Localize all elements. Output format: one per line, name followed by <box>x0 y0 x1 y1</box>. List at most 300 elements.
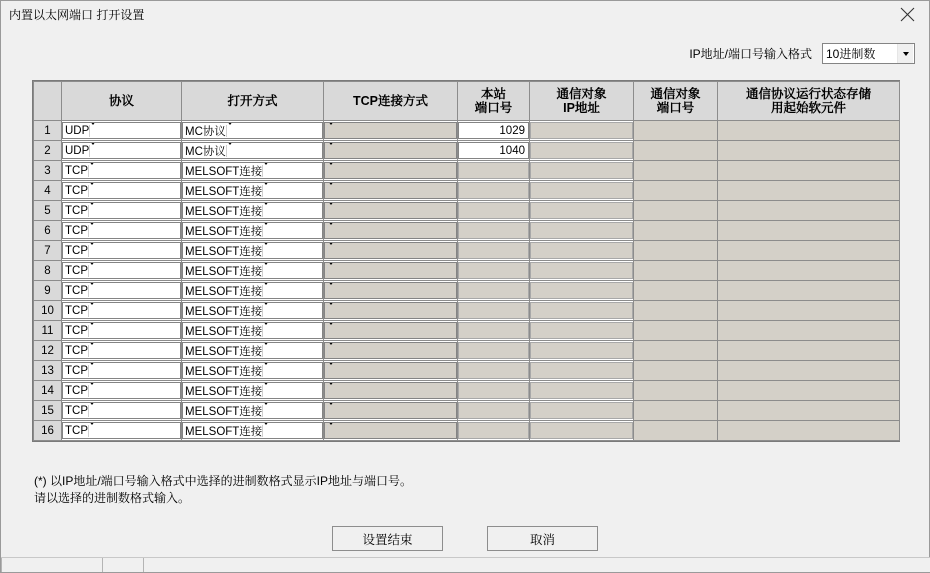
tcp-mode-cell <box>324 221 458 241</box>
chevron-down-icon[interactable] <box>88 205 103 217</box>
note-line-1: (*) 以IP地址/端口号输入格式中选择的进制数格式显示IP地址与端口号。 <box>34 474 413 488</box>
chevron-down-icon[interactable] <box>327 385 342 397</box>
target-ip-input[interactable] <box>530 402 633 419</box>
status-device-cell[interactable] <box>718 121 900 141</box>
protocol-select[interactable] <box>62 122 181 139</box>
tcp-mode-cell <box>324 321 458 341</box>
target-ip-input[interactable] <box>530 422 633 439</box>
target-ip-cell <box>530 181 634 201</box>
status-device-cell[interactable] <box>718 181 900 201</box>
header-open-method: 打开方式 <box>182 82 324 121</box>
open-method-select[interactable] <box>182 182 323 199</box>
protocol-select[interactable] <box>62 322 181 339</box>
page-title: 内置以太网端口 打开设置 <box>9 8 145 22</box>
header-target-ip-line2: IP地址 <box>563 101 600 115</box>
open-method-cell <box>182 141 324 161</box>
target-ip-cell <box>530 281 634 301</box>
chevron-down-icon[interactable] <box>88 245 103 257</box>
protocol-cell <box>62 321 182 341</box>
table-body <box>34 121 900 441</box>
open-method-cell <box>182 281 324 301</box>
target-ip-input[interactable] <box>530 362 633 379</box>
table-row <box>34 281 900 301</box>
protocol-cell <box>62 421 182 441</box>
open-method-cell <box>182 241 324 261</box>
tcp-mode-select[interactable] <box>324 262 457 279</box>
protocol-value: TCP <box>65 324 88 337</box>
chevron-down-icon[interactable] <box>262 265 277 277</box>
chevron-down-icon[interactable] <box>88 425 103 437</box>
protocol-value: TCP <box>65 404 88 417</box>
tcp-mode-cell <box>324 261 458 281</box>
header-target-port-line1: 通信对象 <box>650 86 701 101</box>
tcp-mode-select[interactable] <box>324 382 457 399</box>
row-number: 12 <box>34 341 62 361</box>
chevron-down-icon[interactable] <box>327 205 342 217</box>
row-number: 10 <box>34 301 62 321</box>
open-method-select[interactable] <box>182 422 323 439</box>
tcp-mode-cell <box>324 181 458 201</box>
protocol-cell <box>62 201 182 221</box>
tcp-mode-cell <box>324 301 458 321</box>
row-number: 16 <box>34 421 62 441</box>
target-ip-cell <box>530 221 634 241</box>
chevron-down-icon[interactable] <box>327 425 342 437</box>
target-port-cell[interactable] <box>634 161 718 181</box>
local-port-disabled <box>458 322 529 339</box>
chevron-down-icon[interactable] <box>327 325 342 337</box>
table-row <box>34 381 900 401</box>
target-port-cell[interactable] <box>634 241 718 261</box>
chevron-down-icon[interactable] <box>327 125 342 137</box>
open-method-value: MELSOFT连接 <box>185 325 263 338</box>
local-port-disabled <box>458 242 529 259</box>
local-port-cell <box>458 281 530 301</box>
target-ip-input[interactable] <box>530 122 633 139</box>
chevron-down-icon[interactable] <box>226 145 241 157</box>
tcp-mode-cell <box>324 141 458 161</box>
open-method-select[interactable] <box>182 302 323 319</box>
protocol-cell <box>62 381 182 401</box>
table-row <box>34 201 900 221</box>
target-ip-input[interactable] <box>530 162 633 179</box>
protocol-select[interactable] <box>62 402 181 419</box>
open-method-select[interactable] <box>182 342 323 359</box>
chevron-down-icon[interactable] <box>327 365 342 377</box>
open-method-cell <box>182 421 324 441</box>
local-port-cell <box>458 321 530 341</box>
open-method-select[interactable] <box>182 202 323 219</box>
protocol-cell <box>62 161 182 181</box>
header-status-device-line1: 通信协议运行状态存储 <box>745 86 871 101</box>
target-port-cell[interactable] <box>634 261 718 281</box>
row-number: 15 <box>34 401 62 421</box>
target-port-cell[interactable] <box>634 281 718 301</box>
table-row <box>34 241 900 261</box>
table-row <box>34 121 900 141</box>
header-status-device-line2: 用起始软元件 <box>770 101 846 115</box>
chevron-down-icon[interactable] <box>262 325 277 337</box>
open-method-cell <box>182 221 324 241</box>
chevron-down-icon[interactable] <box>262 165 277 177</box>
chevron-down-icon[interactable] <box>897 44 913 63</box>
chevron-down-icon[interactable] <box>262 345 277 357</box>
open-method-select[interactable] <box>182 222 323 239</box>
status-device-cell[interactable] <box>718 361 900 381</box>
target-ip-input[interactable] <box>530 382 633 399</box>
target-ip-input[interactable] <box>530 142 633 159</box>
chevron-down-icon[interactable] <box>88 225 103 237</box>
header-status-device <box>718 82 900 121</box>
row-number: 6 <box>34 221 62 241</box>
status-device-cell[interactable] <box>718 301 900 321</box>
tcp-mode-cell <box>324 121 458 141</box>
header-target-ip-line1: 通信对象 <box>556 86 607 101</box>
target-ip-input[interactable] <box>530 182 633 199</box>
status-device-cell[interactable] <box>718 201 900 221</box>
local-port-disabled <box>458 282 529 299</box>
close-icon[interactable] <box>885 1 929 27</box>
target-port-cell[interactable] <box>634 141 718 161</box>
chevron-down-icon[interactable] <box>262 385 277 397</box>
open-method-select[interactable] <box>182 122 323 139</box>
chevron-down-icon[interactable] <box>327 285 342 297</box>
table-row <box>34 261 900 281</box>
target-ip-cell <box>530 241 634 261</box>
chevron-down-icon[interactable] <box>88 345 103 357</box>
protocol-select[interactable] <box>62 282 181 299</box>
tcp-mode-select[interactable] <box>324 142 457 159</box>
open-method-value: MELSOFT连接 <box>185 385 263 398</box>
target-port-cell[interactable] <box>634 381 718 401</box>
chevron-down-icon[interactable] <box>88 305 103 317</box>
protocol-value: TCP <box>65 284 88 297</box>
tcp-mode-select[interactable] <box>324 422 457 439</box>
tcp-mode-cell <box>324 281 458 301</box>
protocol-value: TCP <box>65 264 88 277</box>
open-method-value: MC协议 <box>185 125 226 138</box>
open-method-value: MELSOFT连接 <box>185 185 263 198</box>
target-port-cell[interactable] <box>634 221 718 241</box>
protocol-select[interactable] <box>62 162 181 179</box>
chevron-down-icon[interactable] <box>262 365 277 377</box>
input-format-select[interactable] <box>822 43 915 64</box>
target-port-cell[interactable] <box>634 201 718 221</box>
tcp-mode-cell <box>324 401 458 421</box>
target-ip-cell <box>530 121 634 141</box>
protocol-select[interactable] <box>62 302 181 319</box>
tcp-mode-select[interactable] <box>324 222 457 239</box>
header-target-ip <box>530 82 634 121</box>
open-method-value: MC协议 <box>185 145 226 158</box>
note-text <box>34 473 412 508</box>
local-port-cell <box>458 361 530 381</box>
protocol-cell <box>62 121 182 141</box>
tcp-mode-select[interactable] <box>324 122 457 139</box>
tcp-mode-select[interactable] <box>324 282 457 299</box>
open-method-value: MELSOFT连接 <box>185 405 263 418</box>
tcp-mode-cell <box>324 361 458 381</box>
tcp-mode-cell <box>324 241 458 261</box>
open-method-cell <box>182 261 324 281</box>
local-port-cell <box>458 201 530 221</box>
open-method-select[interactable] <box>182 262 323 279</box>
protocol-cell <box>62 221 182 241</box>
chevron-down-icon[interactable] <box>262 245 277 257</box>
chevron-down-icon[interactable] <box>88 265 103 277</box>
chevron-down-icon[interactable] <box>262 285 277 297</box>
row-number: 3 <box>34 161 62 181</box>
local-port-cell <box>458 141 530 161</box>
local-port-input[interactable]: 1040 <box>458 142 529 159</box>
local-port-disabled <box>458 362 529 379</box>
open-method-select[interactable] <box>182 362 323 379</box>
status-device-cell[interactable] <box>718 261 900 281</box>
target-ip-input[interactable] <box>530 202 633 219</box>
local-port-cell <box>458 241 530 261</box>
target-port-cell[interactable] <box>634 401 718 421</box>
protocol-select[interactable] <box>62 222 181 239</box>
open-method-value: MELSOFT连接 <box>185 285 263 298</box>
target-port-cell[interactable] <box>634 361 718 381</box>
chevron-down-icon[interactable] <box>88 285 103 297</box>
tcp-mode-select[interactable] <box>324 182 457 199</box>
ok-button[interactable]: 设置结束 <box>332 526 443 551</box>
target-ip-input[interactable] <box>530 302 633 319</box>
chevron-down-icon[interactable] <box>88 325 103 337</box>
tcp-mode-select[interactable] <box>324 202 457 219</box>
chevron-down-icon[interactable] <box>262 405 277 417</box>
input-format-label: IP地址/端口号输入格式 <box>689 47 812 61</box>
protocol-select[interactable] <box>62 142 181 159</box>
target-ip-cell <box>530 161 634 181</box>
open-method-cell <box>182 181 324 201</box>
status-device-cell[interactable] <box>718 161 900 181</box>
open-method-cell <box>182 321 324 341</box>
status-device-cell[interactable] <box>718 281 900 301</box>
tcp-mode-select[interactable] <box>324 242 457 259</box>
protocol-cell <box>62 181 182 201</box>
status-device-cell[interactable] <box>718 381 900 401</box>
status-device-cell[interactable] <box>718 341 900 361</box>
target-port-cell[interactable] <box>634 121 718 141</box>
header-target-port <box>634 82 718 121</box>
target-ip-cell <box>530 341 634 361</box>
table-row <box>34 341 900 361</box>
header-local-port-line2: 端口号 <box>474 101 513 115</box>
target-port-cell[interactable] <box>634 321 718 341</box>
local-port-input[interactable]: 1029 <box>458 122 529 139</box>
tcp-mode-select[interactable] <box>324 162 457 179</box>
local-port-cell <box>458 261 530 281</box>
target-ip-cell <box>530 361 634 381</box>
chevron-down-icon[interactable] <box>327 245 342 257</box>
local-port-cell <box>458 341 530 361</box>
target-ip-input[interactable] <box>530 242 633 259</box>
protocol-select[interactable] <box>62 202 181 219</box>
protocol-select[interactable] <box>62 182 181 199</box>
local-port-disabled <box>458 202 529 219</box>
open-method-select[interactable] <box>182 322 323 339</box>
target-ip-cell <box>530 201 634 221</box>
status-device-cell[interactable] <box>718 221 900 241</box>
protocol-value: TCP <box>65 304 88 317</box>
chevron-down-icon[interactable] <box>88 365 103 377</box>
local-port-cell <box>458 421 530 441</box>
open-method-value: MELSOFT连接 <box>185 365 263 378</box>
chevron-down-icon[interactable] <box>327 145 342 157</box>
target-port-cell[interactable] <box>634 421 718 441</box>
status-device-cell[interactable] <box>718 321 900 341</box>
open-method-select[interactable] <box>182 282 323 299</box>
tcp-mode-cell <box>324 421 458 441</box>
status-device-cell[interactable] <box>718 421 900 441</box>
target-port-cell[interactable] <box>634 341 718 361</box>
chevron-down-icon[interactable] <box>262 305 277 317</box>
protocol-cell <box>62 301 182 321</box>
open-method-select[interactable] <box>182 402 323 419</box>
chevron-down-icon[interactable] <box>262 225 277 237</box>
row-number: 14 <box>34 381 62 401</box>
table-row <box>34 181 900 201</box>
dialog-buttons <box>1 526 929 551</box>
local-port-disabled <box>458 222 529 239</box>
row-number: 9 <box>34 281 62 301</box>
protocol-select[interactable] <box>62 342 181 359</box>
open-method-select[interactable] <box>182 162 323 179</box>
protocol-select[interactable] <box>62 362 181 379</box>
chevron-down-icon[interactable] <box>88 165 103 177</box>
open-method-select[interactable] <box>182 142 323 159</box>
header-tcp-mode: TCP连接方式 <box>324 82 458 121</box>
target-ip-input[interactable] <box>530 282 633 299</box>
chevron-down-icon[interactable] <box>327 345 342 357</box>
row-number: 13 <box>34 361 62 381</box>
table-row <box>34 221 900 241</box>
target-ip-input[interactable] <box>530 222 633 239</box>
target-ip-input[interactable] <box>530 322 633 339</box>
chevron-down-icon[interactable] <box>262 205 277 217</box>
chevron-down-icon[interactable] <box>327 405 342 417</box>
local-port-disabled <box>458 182 529 199</box>
open-settings-table <box>32 80 900 442</box>
open-method-cell <box>182 201 324 221</box>
chevron-down-icon[interactable] <box>88 385 103 397</box>
chevron-down-icon[interactable] <box>89 145 104 157</box>
row-number: 11 <box>34 321 62 341</box>
local-port-disabled <box>458 262 529 279</box>
local-port-cell <box>458 301 530 321</box>
open-method-value: MELSOFT连接 <box>185 265 263 278</box>
chevron-down-icon[interactable] <box>327 225 342 237</box>
target-ip-cell <box>530 301 634 321</box>
target-port-cell[interactable] <box>634 301 718 321</box>
protocol-cell <box>62 341 182 361</box>
open-method-value: MELSOFT连接 <box>185 165 263 178</box>
target-ip-input[interactable] <box>530 262 633 279</box>
chevron-down-icon[interactable] <box>327 185 342 197</box>
row-number: 5 <box>34 201 62 221</box>
local-port-cell <box>458 401 530 421</box>
local-port-cell <box>458 181 530 201</box>
table-row <box>34 141 900 161</box>
protocol-cell <box>62 401 182 421</box>
tcp-mode-select[interactable] <box>324 402 457 419</box>
table-row <box>34 321 900 341</box>
open-method-cell <box>182 361 324 381</box>
target-ip-cell <box>530 261 634 281</box>
protocol-select[interactable] <box>62 242 181 259</box>
row-number: 2 <box>34 141 62 161</box>
tcp-mode-select[interactable] <box>324 302 457 319</box>
chevron-down-icon[interactable] <box>262 425 277 437</box>
input-format-row <box>689 43 915 64</box>
protocol-cell <box>62 141 182 161</box>
note-line-2: 请以选择的进制数格式输入。 <box>34 491 191 506</box>
input-format-value: 10进制数 <box>826 47 876 61</box>
open-method-cell <box>182 301 324 321</box>
cancel-button[interactable]: 取消 <box>487 526 598 551</box>
chevron-down-icon[interactable] <box>327 305 342 317</box>
open-method-select[interactable] <box>182 382 323 399</box>
header-local-port <box>458 82 530 121</box>
tcp-mode-select[interactable] <box>324 322 457 339</box>
background-strip <box>1 557 930 572</box>
local-port-cell <box>458 221 530 241</box>
table-row <box>34 421 900 441</box>
chevron-down-icon[interactable] <box>89 125 104 137</box>
status-device-cell[interactable] <box>718 241 900 261</box>
protocol-select[interactable] <box>62 262 181 279</box>
status-device-cell[interactable] <box>718 401 900 421</box>
open-method-select[interactable] <box>182 242 323 259</box>
table-row <box>34 361 900 381</box>
open-method-value: MELSOFT连接 <box>185 305 263 318</box>
protocol-value: UDP <box>65 124 90 137</box>
header-protocol: 协议 <box>62 82 182 121</box>
chevron-down-icon[interactable] <box>88 405 103 417</box>
local-port-cell <box>458 121 530 141</box>
local-port-cell <box>458 161 530 181</box>
target-port-cell[interactable] <box>634 181 718 201</box>
open-method-cell <box>182 121 324 141</box>
protocol-select[interactable] <box>62 422 181 439</box>
table-row <box>34 161 900 181</box>
chevron-down-icon[interactable] <box>327 265 342 277</box>
header-local-port-line1: 本站 <box>480 86 506 101</box>
open-method-cell <box>182 401 324 421</box>
row-number: 7 <box>34 241 62 261</box>
tcp-mode-select[interactable] <box>324 362 457 379</box>
protocol-select[interactable] <box>62 382 181 399</box>
target-ip-input[interactable] <box>530 342 633 359</box>
chevron-down-icon[interactable] <box>262 185 277 197</box>
chevron-down-icon[interactable] <box>327 165 342 177</box>
protocol-cell <box>62 361 182 381</box>
tcp-mode-select[interactable] <box>324 342 457 359</box>
open-method-cell <box>182 161 324 181</box>
protocol-cell <box>62 241 182 261</box>
status-device-cell[interactable] <box>718 141 900 161</box>
protocol-value: TCP <box>65 424 88 437</box>
chevron-down-icon[interactable] <box>88 185 103 197</box>
local-port-disabled <box>458 342 529 359</box>
local-port-disabled <box>458 422 529 439</box>
row-number: 8 <box>34 261 62 281</box>
protocol-value: TCP <box>65 244 88 257</box>
target-ip-cell <box>530 141 634 161</box>
chevron-down-icon[interactable] <box>226 125 241 137</box>
